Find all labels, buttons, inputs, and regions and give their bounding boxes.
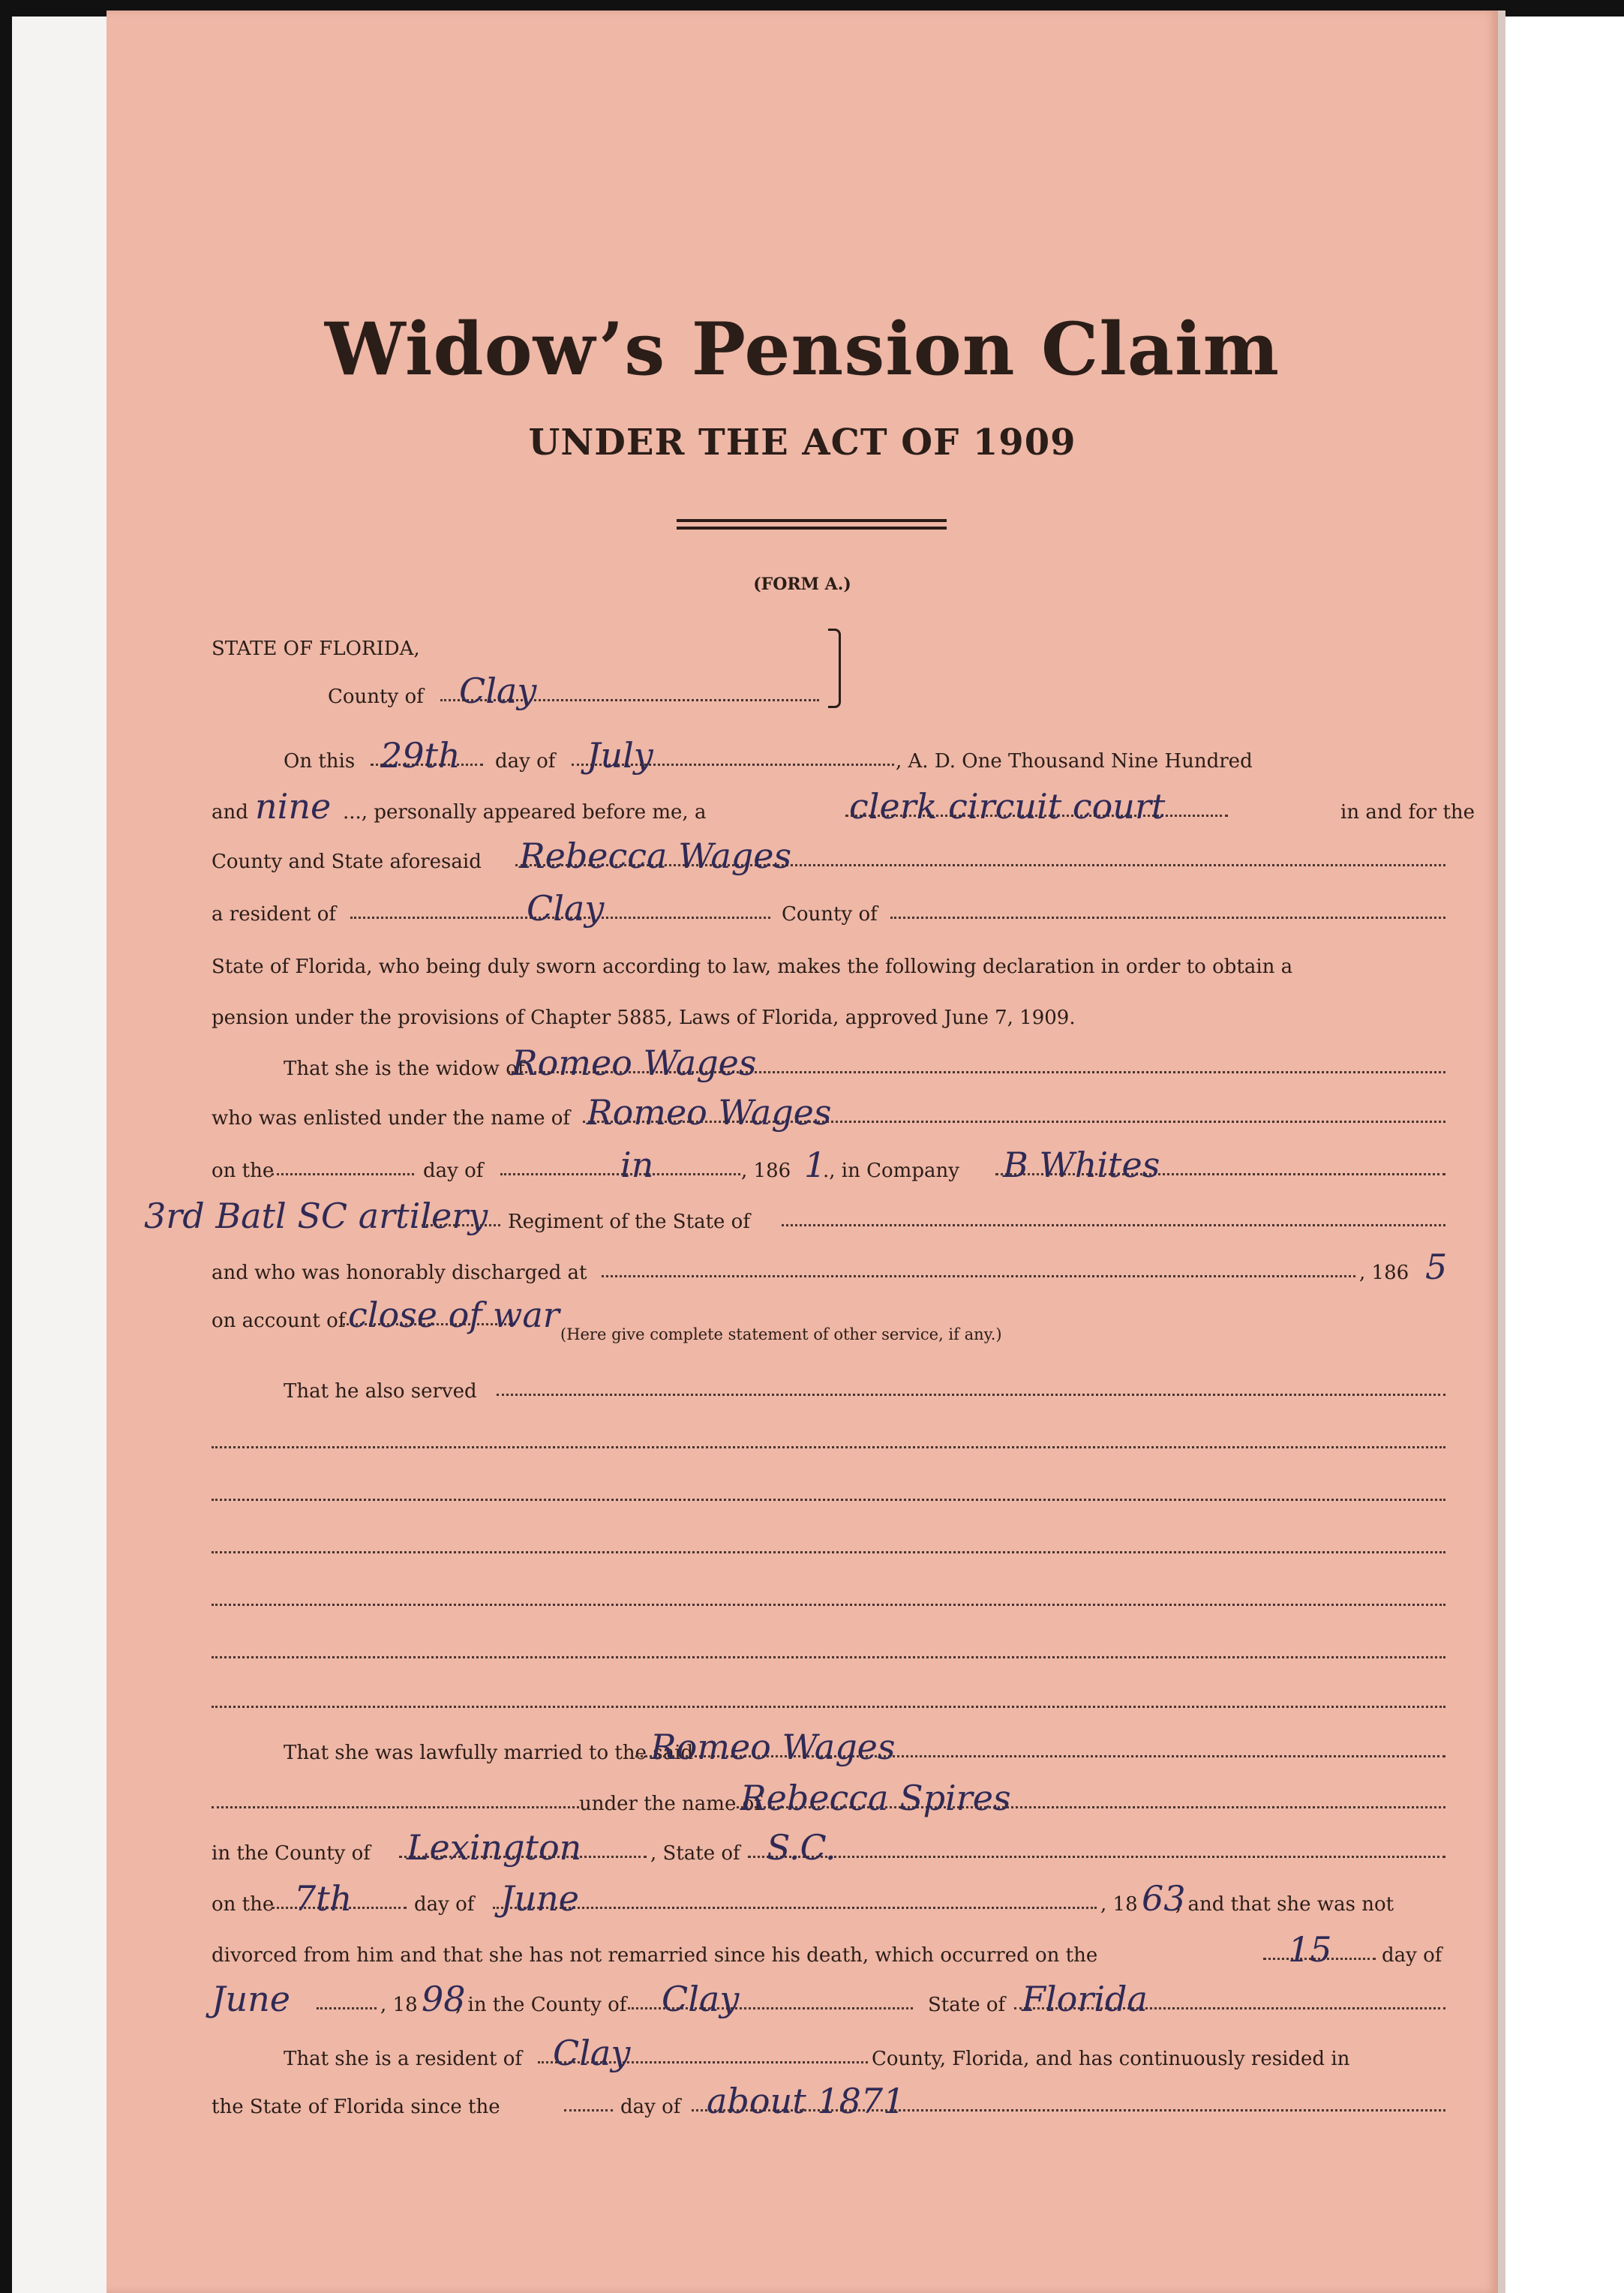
blank-dots	[212, 1604, 1445, 1606]
resident-value: Clay	[527, 888, 605, 929]
state-header: STATE OF FLORIDA,	[212, 638, 420, 660]
blank-dots	[212, 1706, 1445, 1708]
since-value: about 1871	[707, 2081, 905, 2121]
enlisted-value: Romeo Wages	[587, 1092, 832, 1133]
form-subtitle: UNDER THE ACT OF 1909	[528, 422, 1076, 464]
death-state-of: State of	[928, 1994, 1006, 2016]
marriage-date-line	[212, 1878, 1449, 1920]
company-value: B Whites	[1003, 1145, 1160, 1185]
enlisted-text: who was enlisted under the name of	[212, 1107, 571, 1130]
since-day-of: day of	[620, 2096, 681, 2118]
residence-text: That she is a resident of	[284, 2048, 522, 2070]
marriage-county-value: Lexington	[407, 1827, 582, 1868]
pension-provision-text: pension under the provisions of Chapter 5885, Laws of Florida, approved June 7, 1909.	[212, 1007, 1076, 1029]
maiden-value: Rebecca Spires	[740, 1778, 1011, 1818]
widow-of-value: Romeo Wages	[512, 1043, 757, 1083]
personally-text: ..., personally appeared before me, a	[343, 801, 707, 824]
in-company-text: ., in Company	[823, 1160, 959, 1182]
since-line	[212, 2081, 1449, 2123]
regiment-state-dots	[782, 1224, 1445, 1226]
marriage-state-of: , State of	[650, 1842, 740, 1865]
death-in-county: , in the County of	[455, 1994, 627, 2016]
oath-line-3	[212, 836, 1449, 878]
on-this-label: On this	[284, 750, 356, 773]
death-month-dots	[317, 2007, 377, 2009]
discharged-text: and who was honorably discharged at	[212, 1262, 587, 1284]
oath-day-value: 29th	[380, 735, 461, 776]
death-state-value: Florida	[1022, 1979, 1148, 2019]
also-served-text: That he also served	[284, 1380, 477, 1403]
marriage-month-value: June	[500, 1878, 579, 1919]
officer-value: clerk circuit court	[849, 786, 1166, 827]
page-edge-shadow	[1498, 11, 1505, 2293]
service-blank-line	[212, 1476, 1449, 1512]
service-blank-line	[212, 1529, 1449, 1565]
marriage-county-line	[212, 1827, 1449, 1869]
oath-line-4	[212, 888, 1449, 930]
county-florida-text: County, Florida, and has continuously resided in	[872, 2048, 1350, 2070]
form-title: Widow’s Pension Claim	[324, 307, 1280, 392]
marriage-year-prefix: , 18	[1100, 1893, 1138, 1916]
account-line	[212, 1295, 1449, 1343]
also-served-line	[212, 1371, 1449, 1407]
marriage-year-value: 63	[1142, 1878, 1186, 1919]
marriage-month-dots	[493, 1907, 1097, 1909]
death-day-value: 15	[1288, 1929, 1332, 1970]
form-label: (FORM A.)	[753, 575, 851, 594]
regiment-dots	[422, 1224, 500, 1226]
marriage-state-dots	[748, 1856, 1445, 1858]
residence-value: Clay	[553, 2033, 631, 2073]
discharged-year-value: 5	[1425, 1247, 1448, 1287]
discharged-year-prefix: , 186	[1359, 1262, 1409, 1284]
service-blank-line	[212, 1683, 1449, 1719]
resident-of-text: a resident of	[212, 903, 337, 926]
regiment-value: 3rd Batl SC artilery	[144, 1196, 488, 1236]
county-line	[212, 671, 1449, 713]
married-text: That she was lawfully married to the said	[284, 1742, 694, 1764]
day-of-label: day of	[495, 750, 556, 773]
divorced-line	[212, 1929, 1449, 1971]
since-text: the State of Florida since the	[212, 2096, 500, 2118]
marriage-day-value: 7th	[294, 1878, 353, 1919]
title-rule-bottom	[677, 527, 947, 530]
oath-month-value: July	[587, 735, 653, 776]
not-divorced-text: , and that she was not	[1175, 1893, 1394, 1916]
divorced-text: divorced from him and that she has not remarried since his death, which occurred on the	[212, 1944, 1098, 1967]
blank-dots	[212, 1446, 1445, 1448]
service-year-prefix: , 186	[741, 1160, 791, 1182]
death-month-value: June	[212, 1979, 290, 2019]
marriage-day-of: day of	[414, 1893, 475, 1916]
state-declaration-text: State of Florida, who being duly sworn according to law, makes the following declaration in order to obtain a	[212, 956, 1293, 978]
service-day-dots	[272, 1173, 414, 1175]
married-value: Romeo Wages	[650, 1727, 896, 1767]
blank-dots	[212, 1499, 1445, 1501]
widow-of-text: That she is the widow of	[284, 1058, 525, 1080]
service-year-value: 1	[804, 1145, 827, 1185]
death-county-value: Clay	[662, 1979, 740, 2019]
oath-line-2	[212, 786, 1475, 828]
blank-dots	[212, 1656, 1445, 1658]
county-of-dots	[890, 917, 1445, 919]
in-and-for-text: in and for the	[1340, 801, 1475, 824]
under-name-text: under the name of	[579, 1793, 761, 1815]
in-county-text: in the County of	[212, 1842, 371, 1865]
service-blank-line	[212, 1634, 1449, 1670]
and-label: and	[212, 801, 248, 824]
death-year-value: 98	[422, 1979, 466, 2019]
account-text: on account of	[212, 1310, 346, 1332]
service-note: (Here give complete statement of other service, if any.)	[560, 1325, 1002, 1343]
county-label: County of	[328, 686, 424, 708]
discharged-dots	[602, 1275, 1355, 1277]
death-date-line	[212, 1979, 1449, 2021]
regiment-text: Regiment of the State of	[508, 1211, 750, 1233]
service-month-value: in	[620, 1145, 654, 1185]
service-blank-line	[212, 1424, 1449, 1460]
scan-border-left	[0, 0, 12, 2293]
oath-line-5	[212, 947, 1449, 983]
service-day-of: day of	[423, 1160, 484, 1182]
death-year-prefix: , 18	[380, 1994, 418, 2016]
account-value: close of war	[348, 1295, 560, 1335]
discharged-line	[212, 1247, 1449, 1289]
enlisted-line	[212, 1092, 1449, 1134]
county-of-text: County of	[782, 903, 878, 926]
maiden-name-line	[212, 1778, 1449, 1820]
service-date-line	[212, 1145, 1449, 1187]
maiden-lead-dots	[212, 1806, 579, 1808]
scan-margin	[12, 17, 107, 2293]
also-served-dots	[497, 1394, 1445, 1396]
county-state-text: County and State aforesaid	[212, 851, 482, 873]
oath-line-1	[212, 735, 1449, 777]
ad-text: , A. D. One Thousand Nine Hundred	[896, 750, 1253, 773]
marriage-state-value: S.C.	[767, 1827, 836, 1868]
service-blank-line	[212, 1581, 1449, 1617]
county-value: Clay	[459, 671, 537, 711]
regiment-line	[144, 1196, 1449, 1238]
marriage-on-the: on the	[212, 1893, 275, 1916]
oath-year-value: nine	[255, 786, 332, 827]
death-day-of: day of	[1382, 1944, 1442, 1967]
blank-dots	[212, 1551, 1445, 1553]
oath-line-6	[212, 998, 1449, 1034]
state-header-line	[212, 629, 1449, 665]
claimant-value: Rebecca Wages	[519, 836, 792, 876]
title-rule-top	[677, 519, 947, 522]
on-the-text: on the	[212, 1160, 275, 1182]
residence-line	[212, 2033, 1449, 2075]
since-day-dots	[564, 2109, 613, 2111]
widow-of-line	[212, 1043, 1449, 1085]
married-line	[212, 1727, 1449, 1769]
pension-claim-page	[107, 11, 1498, 2293]
